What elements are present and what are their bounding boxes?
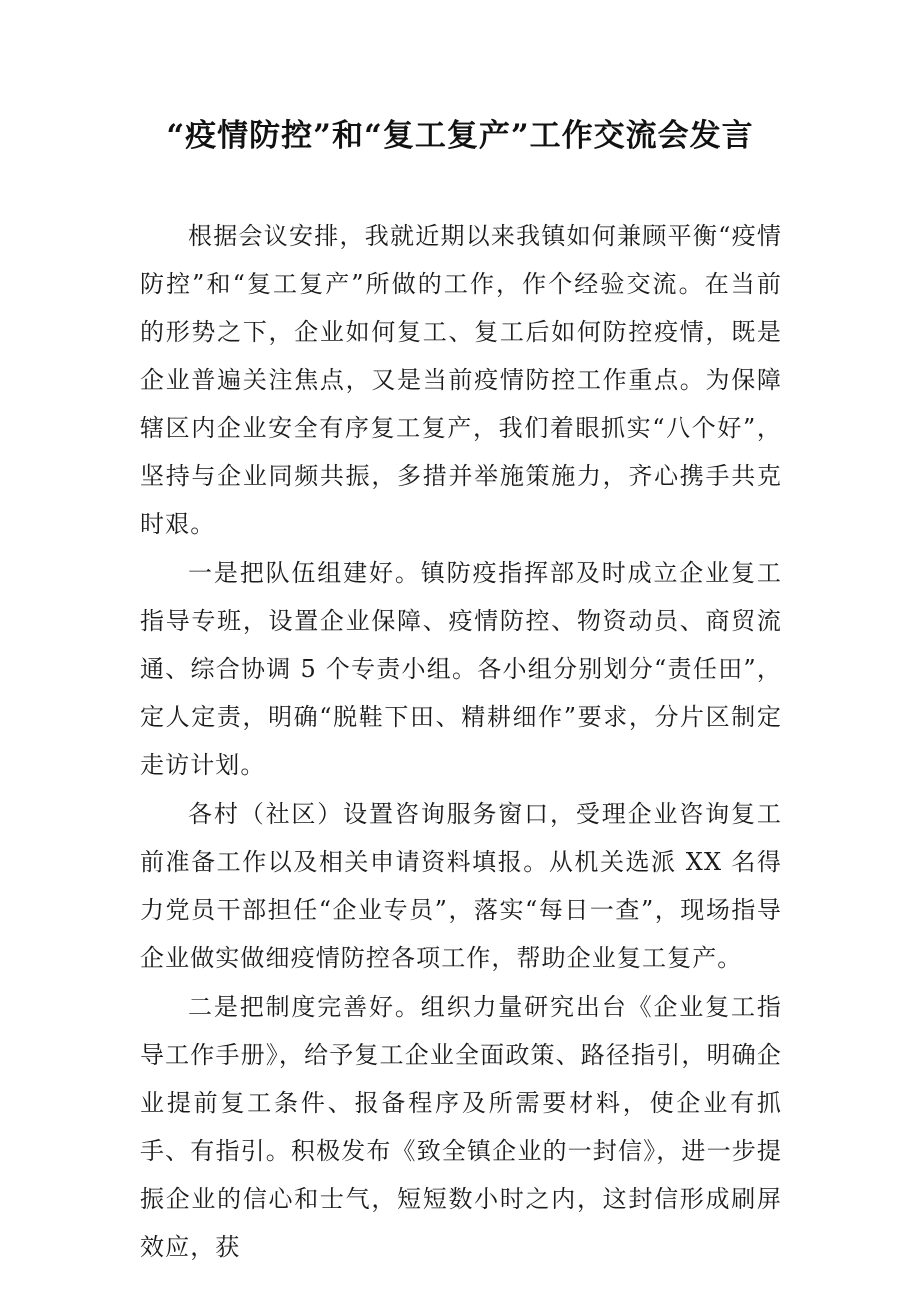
paragraph-intro: 根据会议安排，我就近期以来我镇如何兼顾平衡“疫情防控”和“复工复产”所做的工作，作个经验交流。在当前的形势之下，企业如何复工、复工后如何防控疫情，既是企业普遍关注焦点，又是当前疫情防控工作重点。为保障辖区内企业安全有序复工复产，我们着眼抓实“八个好”，坚持与企业同频共振，多措并举施策施力，齐心携手共克时艰。 [140, 222, 782, 538]
document-title: “疫情防控”和“复工复产”工作交流会发言 [166, 118, 754, 154]
paragraph-system: 二是把制度完善好。组织力量研究出台《企业复工指导工作手册》，给予复工企业全面政策、路径指引，明确企业提前复工条件、报备程序及所需要材料，使企业有抓手、有指引。积极发布《致全镇企业的一封信》，进一步提振企业的信心和士气，短短数小时之内，这封信形成刷屏效应，获 [140, 993, 782, 1261]
paragraph-team: 一是把队伍组建好。镇防疫指挥部及时成立企业复工指导专班，设置企业保障、疫情防控、物资动员、商贸流通、综合协调 5 个专责小组。各小组分别划分“责任田”，定人定责，明确“脱鞋下田、精耕细作”要求，分片区制定走访计划。 [140, 559, 782, 779]
document-body [140, 212, 782, 1272]
paragraph-service-window: 各村（社区）设置咨询服务窗口，受理企业咨询复工前准备工作以及相关申请资料填报。从机关选派 XX 名得力党员干部担任“企业专员”，落实“每日一查”，现场指导企业做实做细疫情防控各项工作，帮助企业复工复产。 [140, 800, 782, 972]
